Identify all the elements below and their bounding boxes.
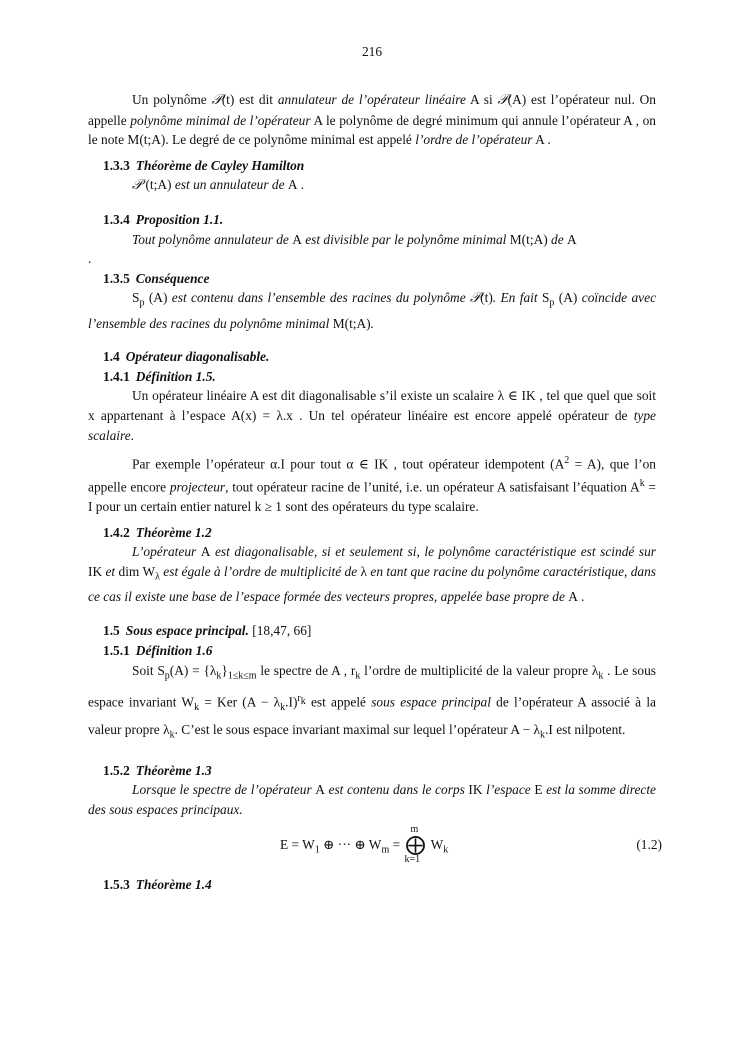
section-heading-1-4: 1.4 Opérateur diagonalisable. bbox=[103, 349, 270, 365]
intro-paragraph: Un polynôme 𝒫(t) est dit annulateur de l’opérateur linéaire A si 𝒫(A) est l’opérateur nul. On appelle polynôme minimal de l’opérateur A le polynôme de degré minimum qui annule l’opérateur A , on le note M(t;A). Le degré de ce polynôme minimal est appelé l’ordre de l’opérateur A . bbox=[88, 92, 656, 148]
stray-period: . bbox=[88, 251, 92, 267]
equation-1-2 bbox=[88, 823, 662, 869]
section-heading-1-4-1: 1.4.1 Définition 1.5. bbox=[103, 368, 216, 384]
section-heading-1-3-5: 1.3.5 Conséquence bbox=[103, 270, 210, 286]
theorem-1-3-body: Lorsque le spectre de l’opérateur A est contenu dans le corps IK l’espace E est la somme directe des sous espaces principaux. bbox=[88, 782, 656, 817]
equation-body: $E = W_1$ ⊕ ··· ⊕ $W_m$ = ⨁ m k=1 $W_k$ bbox=[280, 824, 449, 866]
section-heading-1-3-4: 1.3.4 Proposition 1.1. bbox=[103, 211, 224, 227]
section-heading-1-5-2: 1.5.2 Théorème 1.3 bbox=[103, 762, 212, 778]
direct-sum-symbol: ⨁ m k=1 bbox=[404, 824, 426, 866]
definition-1-5-example: Par exemple l’opérateur α.I pour tout α ∈ IK , tout opérateur idempotent $(A^2 = A)$, que l’on appelle encore projecteur, tout opérateur racine de l’unité, i.e. un opérateur A satisfaisant l’équation $A^k = I$ pour un certain entier naturel k ≥ 1 sont des opérateurs du type scalaire. bbox=[88, 455, 657, 515]
theorem-1-2-body: L’opérateur A est diagonalisable, si et seulement si, le polynôme caractéristique est scindé sur IK et dim $W_\lambda$ est égale à l’ordre de multiplicité de λ en tant que racine du polynôme caractéristique, dans ce cas il existe une base de l’espace formée des vecteurs propres, appelée base propre de A . bbox=[88, 544, 657, 605]
page-number: 216 bbox=[361, 44, 383, 59]
section-heading-1-5-3: 1.5.3 Théorème 1.4 bbox=[103, 877, 212, 893]
section-heading-1-5-1: 1.5.1 Définition 1.6 bbox=[103, 642, 213, 658]
definition-1-5-body: Un opérateur linéaire A est dit diagonalisable s’il existe un scalaire λ ∈ IK , tel que quel que soit x appartenant à l’espace A(x) = λ.x . Un tel opérateur linéaire est encore appelé opérateur de type scalaire. bbox=[88, 388, 656, 443]
definition-1-6-body: Soit $S_p(A) = \{\lambda_k\}_{1\le k\le m}$ le spectre de A , $r_k$ l’ordre de multiplicité de la valeur propre $\lambda_k$ . Le sous espace invariant $W_k$ = Ker $(A - \lambda_k.I)^{r_k}$ est appelé sous espace principal de l’opérateur A associé à la valeur propre $\lambda_k$. C’est le sous espace invariant maximal sur lequel l’opérateur $A - \lambda_k.I$ est nilpotent. bbox=[88, 663, 656, 741]
section-heading-1-3-3: 1.3.3 Théorème de Cayley Hamilton bbox=[103, 157, 305, 173]
equation-number: (1.2) bbox=[636, 837, 662, 853]
page-body bbox=[88, 90, 662, 895]
theorem-cayley-hamilton-body: 𝒫 (t;A) est un annulateur de A . bbox=[132, 177, 305, 194]
consequence-body: $S_p$ (A) est contenu dans l’ensemble des racines du polynôme 𝒫(t). En fait $S_p$ (A) coïncide avec l’ensemble des racines du polynôme minimal M(t;A). bbox=[88, 290, 657, 331]
citation-refs: [18,47, 66] bbox=[252, 622, 312, 638]
section-heading-1-4-2: 1.4.2 Théorème 1.2 bbox=[103, 524, 212, 540]
proposition-1-1-body: Tout polynôme annulateur de A est divisible par le polynôme minimal M(t;A) de A bbox=[132, 231, 577, 247]
section-heading-1-5: 1.5 Sous espace principal. [18,47, 66] bbox=[103, 622, 312, 638]
